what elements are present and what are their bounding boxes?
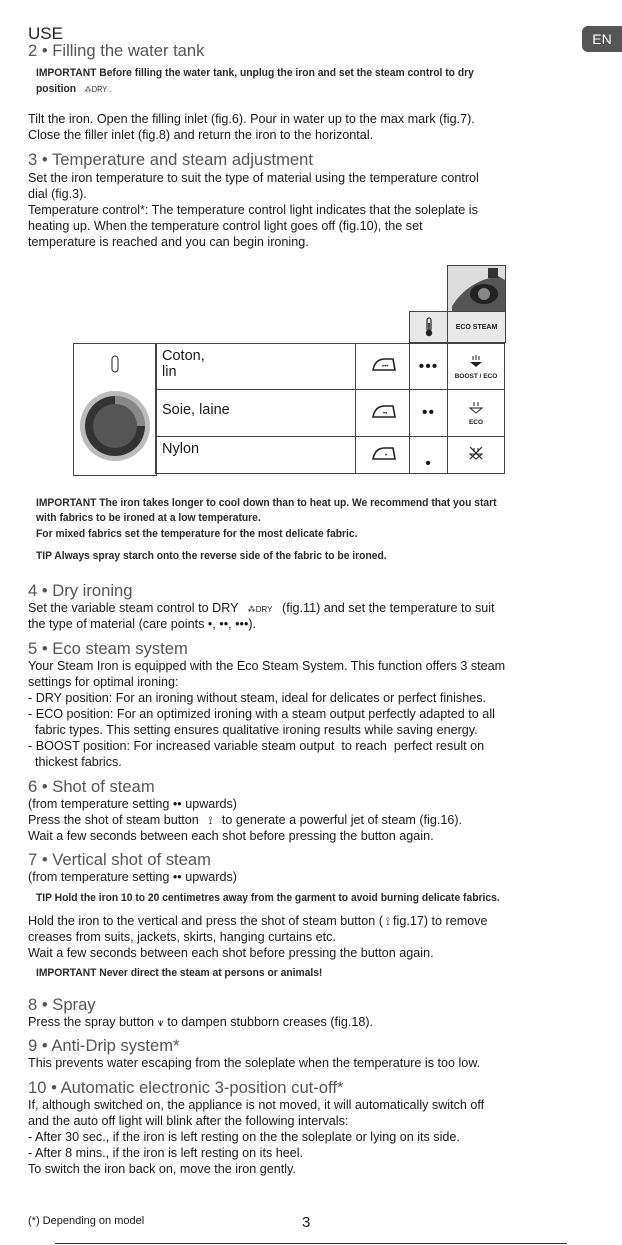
eco-line-7: thickest fabrics. bbox=[28, 755, 122, 769]
iron-one-dot-icon bbox=[369, 445, 397, 461]
vertical-text-b: fig.17) to remove bbox=[393, 914, 488, 928]
shot-text-b: to generate a powerful jet of steam (fig.16). bbox=[221, 813, 463, 827]
filling-instructions-2: Close the filler inlet (fig.8) and return the iron to the horizontal. bbox=[28, 128, 374, 142]
heading-anti-drip: 9 • Anti-Drip system* bbox=[28, 1036, 180, 1055]
cutoff-line-5: To switch the iron back on, move the iron gently. bbox=[28, 1162, 296, 1176]
tip-distance: TIP Hold the iron 10 to 20 centimetres away from the garment to avoid burning delicate fabrics. bbox=[36, 892, 500, 904]
important-unplug: IMPORTANT Before filling the water tank, unplug the iron and set the steam control to dry bbox=[36, 67, 474, 79]
fabric-cell bbox=[156, 437, 356, 474]
footer-rule bbox=[55, 1243, 567, 1244]
heading-eco-steam: 5 • Eco steam system bbox=[28, 639, 188, 658]
spray-text-a: Press the spray button bbox=[28, 1015, 155, 1029]
heading-filling-water-tank: 2 • Filling the water tank bbox=[28, 41, 205, 60]
temperature-dial-image bbox=[73, 343, 157, 476]
spray-icon: ⩛ bbox=[157, 1017, 164, 1029]
table-row bbox=[156, 390, 505, 437]
vertical-line-2 bbox=[28, 913, 488, 930]
steam-shot-icon: ⟟ bbox=[385, 916, 391, 928]
fabric-name: Nylon bbox=[162, 441, 200, 457]
page-number: 3 bbox=[302, 1214, 311, 1231]
footnote: (*) Depending on model bbox=[28, 1215, 145, 1227]
fabric-name: Coton, bbox=[162, 348, 205, 364]
boost-eco-icon bbox=[448, 354, 504, 373]
fabric-settings-table bbox=[155, 343, 505, 474]
shot-line-3: Wait a few seconds between each shot before pressing the button again. bbox=[28, 829, 434, 843]
eco-line-3: - DRY position: For an ironing without steam, ideal for delicates or perfect finishes. bbox=[28, 691, 487, 705]
temperature-dots: •• bbox=[421, 404, 436, 421]
dry-symbol-icon: ⁂DRY . bbox=[84, 85, 112, 94]
fabric-name-2: lin bbox=[162, 364, 177, 380]
anti-drip-line: This prevents water escaping from the soleplate when the temperature is too low. bbox=[28, 1056, 481, 1070]
iron-cell bbox=[356, 437, 410, 474]
eco-line-1: Your Steam Iron is equipped with the Eco Steam System. This function offers 3 steam bbox=[28, 659, 506, 673]
heading-auto-cutoff: 10 • Automatic electronic 3-position cut-off* bbox=[28, 1078, 344, 1097]
steam-shot-icon: ⟟ bbox=[208, 815, 213, 827]
table-row bbox=[156, 344, 505, 390]
temperature-line-5: temperature is reached and you can begin ironing. bbox=[28, 235, 309, 249]
eco-steam-label: ECO STEAM bbox=[455, 323, 498, 331]
vertical-text-a: Hold the iron to the vertical and press the shot of steam button ( bbox=[28, 914, 383, 928]
dry-ironing-line-2: the type of material (care points •, ••, •••). bbox=[28, 617, 257, 631]
filling-instructions-1: Tilt the iron. Open the filling inlet (fig.6). Pour in water up to the max mark (fig.7). bbox=[28, 112, 475, 126]
dry-symbol-text: DRY bbox=[91, 85, 108, 94]
no-steam-icon bbox=[468, 445, 484, 461]
dots-cell bbox=[410, 437, 448, 474]
fabric-name: Soie, laine bbox=[162, 402, 230, 418]
iron-cell bbox=[356, 344, 410, 390]
tip-starch: TIP Always spray starch onto the reverse side of the fabric to be ironed. bbox=[36, 550, 387, 562]
eco-icon bbox=[448, 400, 504, 419]
eco-line-5: fabric types. This setting ensures qualitative ironing results while saving energy. bbox=[28, 723, 478, 737]
thermometer-header bbox=[409, 311, 448, 343]
spray-text-b: to dampen stubborn creases (fig.18). bbox=[167, 1015, 374, 1029]
dry-ironing-text-a: Set the variable steam control to DRY bbox=[28, 601, 239, 615]
dots-cell bbox=[410, 344, 448, 390]
fabric-cell bbox=[156, 390, 356, 437]
heading-spray: 8 • Spray bbox=[28, 995, 96, 1014]
important-position-label: position bbox=[36, 83, 77, 95]
temperature-line-2: dial (fig.3). bbox=[28, 187, 87, 201]
svg-text:•: • bbox=[384, 452, 387, 459]
iron-cell bbox=[356, 390, 410, 437]
table-row bbox=[156, 437, 505, 474]
temperature-line-4: heating up. When the temperature control light goes off (fig.10), the set bbox=[28, 219, 423, 233]
dry-symbol-icon: ⁂DRY bbox=[247, 605, 273, 614]
svg-text:••: •• bbox=[382, 410, 387, 417]
temperature-dial-icon bbox=[74, 344, 156, 475]
thermometer-icon bbox=[424, 317, 434, 337]
iron-two-dots-icon bbox=[369, 403, 397, 419]
vertical-line-3: creases from suits, jackets, skirts, hanging curtains etc. bbox=[28, 930, 336, 944]
iron-three-dots-icon bbox=[369, 356, 397, 372]
dry-symbol-text: DRY bbox=[255, 605, 273, 614]
temperature-line-1: Set the iron temperature to suit the type of material using the temperature control bbox=[28, 171, 479, 185]
heading-shot-of-steam: 6 • Shot of steam bbox=[28, 777, 155, 796]
vertical-line-1: (from temperature setting •• upwards) bbox=[28, 870, 237, 884]
steam-cell bbox=[448, 390, 505, 437]
important-never-direct: IMPORTANT Never direct the steam at persons or animals! bbox=[36, 967, 323, 979]
steam-cell bbox=[448, 437, 505, 474]
dry-ironing-text-b: (fig.11) and set the temperature to suit bbox=[282, 601, 495, 615]
heading-dry-ironing: 4 • Dry ironing bbox=[28, 581, 133, 600]
important-position bbox=[36, 82, 111, 98]
shot-text-a: Press the shot of steam button bbox=[28, 813, 199, 827]
important-cooling-2: with fabrics to be ironed at a low temperature. bbox=[36, 512, 261, 524]
eco-steam-image bbox=[447, 265, 506, 313]
cutoff-line-1: If, although switched on, the appliance is not moved, it will automatically switch off bbox=[28, 1098, 485, 1112]
cutoff-line-2: and the auto off light will blink after the following intervals: bbox=[28, 1114, 349, 1128]
steam-cell bbox=[448, 344, 505, 390]
cutoff-line-3: - After 30 sec., if the iron is left resting on the the soleplate or lying on its side. bbox=[28, 1130, 460, 1144]
spray-line bbox=[28, 1014, 373, 1031]
temperature-dots: ••• bbox=[418, 357, 439, 375]
shot-line-1: (from temperature setting •• upwards) bbox=[28, 797, 237, 811]
shot-line-2 bbox=[28, 812, 462, 829]
temperature-dots: • bbox=[425, 455, 432, 472]
important-cooling-3: For mixed fabrics set the temperature for the most delicate fabric. bbox=[36, 528, 358, 540]
section-title: USE bbox=[28, 24, 63, 43]
heading-vertical-shot: 7 • Vertical shot of steam bbox=[28, 850, 211, 869]
eco-line-4: - ECO position: For an optimized ironing with a steam output perfectly adapted to all bbox=[28, 707, 495, 721]
eco-line-2: settings for optimal ironing: bbox=[28, 675, 179, 689]
iron-dial-photo-icon bbox=[448, 266, 505, 312]
steam-label: ECO bbox=[468, 419, 484, 426]
steam-label: BOOST / ECO bbox=[454, 372, 498, 380]
eco-line-6: - BOOST position: For increased variable steam output to reach perfect result on bbox=[28, 739, 485, 753]
temperature-line-3: Temperature control*: The temperature control light indicates that the soleplate is bbox=[28, 203, 478, 217]
fabric-cell bbox=[156, 344, 356, 390]
eco-steam-header bbox=[447, 311, 506, 343]
dots-cell bbox=[410, 390, 448, 437]
vertical-line-4: Wait a few seconds between each shot before pressing the button again. bbox=[28, 946, 434, 960]
heading-temperature-steam: 3 • Temperature and steam adjustment bbox=[28, 150, 313, 169]
svg-text:•••: ••• bbox=[381, 364, 388, 370]
language-badge: EN bbox=[582, 26, 622, 52]
important-cooling-1: IMPORTANT The iron takes longer to cool down than to heat up. We recommend that you start bbox=[36, 497, 497, 509]
cutoff-line-4: - After 8 mins., if the iron is left resting on its heel. bbox=[28, 1146, 304, 1160]
